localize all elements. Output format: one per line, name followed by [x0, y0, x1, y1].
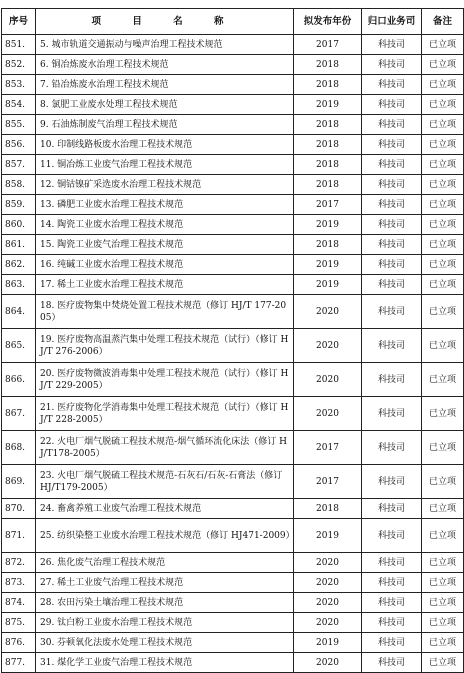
row-name: 30. 芬顿氧化法废水处理工程技术规范 — [36, 633, 294, 653]
header-seq: 序号 — [2, 9, 36, 35]
row-seq: 856. — [2, 135, 36, 155]
table-row — [2, 397, 464, 431]
row-name: 19. 医疗废物高温蒸汽集中处理工程技术规范（试行）（修订 HJ/T 276-2006） — [36, 329, 294, 363]
row-year: 2017 — [294, 35, 362, 55]
row-seq: 851. — [2, 35, 36, 55]
row-note: 已立项 — [422, 499, 464, 519]
table-row — [2, 195, 464, 215]
row-name: 24. 畜禽养殖工业废气治理工程技术规范 — [36, 499, 294, 519]
row-dept: 科技司 — [362, 397, 422, 431]
row-dept: 科技司 — [362, 55, 422, 75]
table-row — [2, 275, 464, 295]
row-seq: 873. — [2, 573, 36, 593]
row-note: 已立项 — [422, 155, 464, 175]
row-name: 20. 医疗废物微波消毒集中处理工程技术规范（试行）（修订 HJ/T 229-2005） — [36, 363, 294, 397]
table-row — [2, 135, 464, 155]
row-name: 8. 氯肥工业废水处理工程技术规范 — [36, 95, 294, 115]
row-year: 2018 — [294, 155, 362, 175]
row-year: 2020 — [294, 363, 362, 397]
row-name: 12. 铜钴镍矿采选废水治理工程技术规范 — [36, 175, 294, 195]
table-row — [2, 573, 464, 593]
row-seq: 861. — [2, 235, 36, 255]
row-note: 已立项 — [422, 95, 464, 115]
row-dept: 科技司 — [362, 465, 422, 499]
row-note: 已立项 — [422, 135, 464, 155]
row-name: 13. 磷肥工业废水治理工程技术规范 — [36, 195, 294, 215]
row-name: 16. 纯碱工业废水治理工程技术规范 — [36, 255, 294, 275]
row-dept: 科技司 — [362, 155, 422, 175]
row-name: 18. 医疗废物集中焚烧处置工程技术规范（修订 HJ/T 177-2005） — [36, 295, 294, 329]
row-seq: 866. — [2, 363, 36, 397]
table-row — [2, 613, 464, 633]
row-seq: 863. — [2, 275, 36, 295]
row-year: 2020 — [294, 329, 362, 363]
row-note: 已立项 — [422, 653, 464, 673]
table-row — [2, 431, 464, 465]
row-seq: 859. — [2, 195, 36, 215]
row-year: 2018 — [294, 75, 362, 95]
row-note: 已立项 — [422, 593, 464, 613]
header-row — [2, 9, 464, 35]
table-row — [2, 295, 464, 329]
row-name: 5. 城市轨道交通振动与噪声治理工程技术规范 — [36, 35, 294, 55]
table-row — [2, 553, 464, 573]
table-row — [2, 155, 464, 175]
table-row — [2, 519, 464, 553]
row-dept: 科技司 — [362, 499, 422, 519]
row-seq: 855. — [2, 115, 36, 135]
row-note: 已立项 — [422, 75, 464, 95]
row-note: 已立项 — [422, 195, 464, 215]
row-year: 2020 — [294, 653, 362, 673]
table-row — [2, 55, 464, 75]
row-year: 2020 — [294, 573, 362, 593]
row-seq: 854. — [2, 95, 36, 115]
row-year: 2020 — [294, 593, 362, 613]
row-year: 2020 — [294, 613, 362, 633]
row-note: 已立项 — [422, 255, 464, 275]
row-year: 2018 — [294, 115, 362, 135]
table-row — [2, 115, 464, 135]
row-name: 31. 煤化学工业废气治理工程技术规范 — [36, 653, 294, 673]
row-year: 2020 — [294, 397, 362, 431]
row-dept: 科技司 — [362, 235, 422, 255]
row-seq: 858. — [2, 175, 36, 195]
row-dept: 科技司 — [362, 195, 422, 215]
row-dept: 科技司 — [362, 275, 422, 295]
row-year: 2020 — [294, 553, 362, 573]
row-name: 11. 铜冶炼工业废气治理工程技术规范 — [36, 155, 294, 175]
row-seq: 857. — [2, 155, 36, 175]
row-year: 2018 — [294, 55, 362, 75]
row-note: 已立项 — [422, 431, 464, 465]
row-seq: 870. — [2, 499, 36, 519]
row-seq: 869. — [2, 465, 36, 499]
row-name: 6. 铜冶炼废水治理工程技术规范 — [36, 55, 294, 75]
row-year: 2019 — [294, 255, 362, 275]
row-year: 2020 — [294, 295, 362, 329]
row-seq: 877. — [2, 653, 36, 673]
row-note: 已立项 — [422, 55, 464, 75]
row-seq: 874. — [2, 593, 36, 613]
row-dept: 科技司 — [362, 363, 422, 397]
row-name: 25. 纺织染整工业废水治理工程技术规范（修订 HJ471-2009） — [36, 519, 294, 553]
row-dept: 科技司 — [362, 653, 422, 673]
row-year: 2018 — [294, 235, 362, 255]
table-row — [2, 235, 464, 255]
row-name: 29. 钛白粉工业废水治理工程技术规范 — [36, 613, 294, 633]
row-note: 已立项 — [422, 613, 464, 633]
table-row — [2, 215, 464, 235]
row-dept: 科技司 — [362, 135, 422, 155]
row-seq: 860. — [2, 215, 36, 235]
row-note: 已立项 — [422, 175, 464, 195]
row-name: 28. 农田污染土壤治理工程技术规范 — [36, 593, 294, 613]
row-year: 2019 — [294, 275, 362, 295]
row-dept: 科技司 — [362, 115, 422, 135]
table-row — [2, 633, 464, 653]
header-name: 项 目 名 称 — [36, 9, 294, 35]
header-year: 拟发布年份 — [294, 9, 362, 35]
row-year: 2018 — [294, 499, 362, 519]
row-name: 7. 铅冶炼废水治理工程技术规范 — [36, 75, 294, 95]
row-note: 已立项 — [422, 275, 464, 295]
row-note: 已立项 — [422, 573, 464, 593]
row-dept: 科技司 — [362, 95, 422, 115]
row-note: 已立项 — [422, 553, 464, 573]
row-name: 21. 医疗废物化学消毒集中处理工程技术规范（试行）（修订 HJ/T 228-2005） — [36, 397, 294, 431]
table-row — [2, 175, 464, 195]
row-note: 已立项 — [422, 633, 464, 653]
row-name: 10. 印制线路板废水治理工程技术规范 — [36, 135, 294, 155]
row-year: 2017 — [294, 431, 362, 465]
table-row — [2, 465, 464, 499]
header-dept: 归口业务司 — [362, 9, 422, 35]
row-year: 2018 — [294, 135, 362, 155]
row-year: 2019 — [294, 95, 362, 115]
table-row — [2, 363, 464, 397]
row-note: 已立项 — [422, 235, 464, 255]
row-name: 9. 石油炼制废气治理工程技术规范 — [36, 115, 294, 135]
row-seq: 872. — [2, 553, 36, 573]
row-note: 已立项 — [422, 215, 464, 235]
row-dept: 科技司 — [362, 215, 422, 235]
row-seq: 876. — [2, 633, 36, 653]
row-seq: 862. — [2, 255, 36, 275]
row-dept: 科技司 — [362, 593, 422, 613]
row-dept: 科技司 — [362, 75, 422, 95]
row-seq: 868. — [2, 431, 36, 465]
table-row — [2, 75, 464, 95]
row-note: 已立项 — [422, 363, 464, 397]
row-name: 22. 火电厂烟气脱硫工程技术规范-烟气循环流化床法（修订 HJ/T178-2005） — [36, 431, 294, 465]
row-name: 23. 火电厂烟气脱硫工程技术规范-石灰石/石灰-石膏法（修订 HJ/T179-2005） — [36, 465, 294, 499]
table-row — [2, 35, 464, 55]
table-row — [2, 329, 464, 363]
row-name: 17. 稀土工业废水治理工程技术规范 — [36, 275, 294, 295]
row-dept: 科技司 — [362, 255, 422, 275]
row-dept: 科技司 — [362, 35, 422, 55]
row-seq: 853. — [2, 75, 36, 95]
row-dept: 科技司 — [362, 175, 422, 195]
row-note: 已立项 — [422, 329, 464, 363]
table-row — [2, 255, 464, 275]
row-note: 已立项 — [422, 35, 464, 55]
header-note: 备注 — [422, 9, 464, 35]
row-dept: 科技司 — [362, 633, 422, 653]
row-name: 26. 焦化废气治理工程技术规范 — [36, 553, 294, 573]
row-dept: 科技司 — [362, 553, 422, 573]
row-seq: 852. — [2, 55, 36, 75]
row-note: 已立项 — [422, 115, 464, 135]
row-year: 2019 — [294, 215, 362, 235]
row-name: 14. 陶瓷工业废水治理工程技术规范 — [36, 215, 294, 235]
row-year: 2017 — [294, 195, 362, 215]
row-note: 已立项 — [422, 465, 464, 499]
row-dept: 科技司 — [362, 431, 422, 465]
row-seq: 875. — [2, 613, 36, 633]
row-note: 已立项 — [422, 519, 464, 553]
row-year: 2017 — [294, 465, 362, 499]
row-seq: 865. — [2, 329, 36, 363]
row-dept: 科技司 — [362, 329, 422, 363]
row-year: 2019 — [294, 633, 362, 653]
table-row — [2, 95, 464, 115]
row-name: 15. 陶瓷工业废气治理工程技术规范 — [36, 235, 294, 255]
table-row — [2, 499, 464, 519]
row-note: 已立项 — [422, 397, 464, 431]
row-dept: 科技司 — [362, 295, 422, 329]
table-body — [2, 35, 464, 673]
row-seq: 864. — [2, 295, 36, 329]
row-note: 已立项 — [422, 295, 464, 329]
row-name: 27. 稀土工业废气治理工程技术规范 — [36, 573, 294, 593]
row-seq: 867. — [2, 397, 36, 431]
standards-table — [1, 8, 464, 673]
row-dept: 科技司 — [362, 613, 422, 633]
row-seq: 871. — [2, 519, 36, 553]
row-dept: 科技司 — [362, 573, 422, 593]
row-year: 2018 — [294, 175, 362, 195]
row-year: 2019 — [294, 519, 362, 553]
table-row — [2, 593, 464, 613]
row-dept: 科技司 — [362, 519, 422, 553]
